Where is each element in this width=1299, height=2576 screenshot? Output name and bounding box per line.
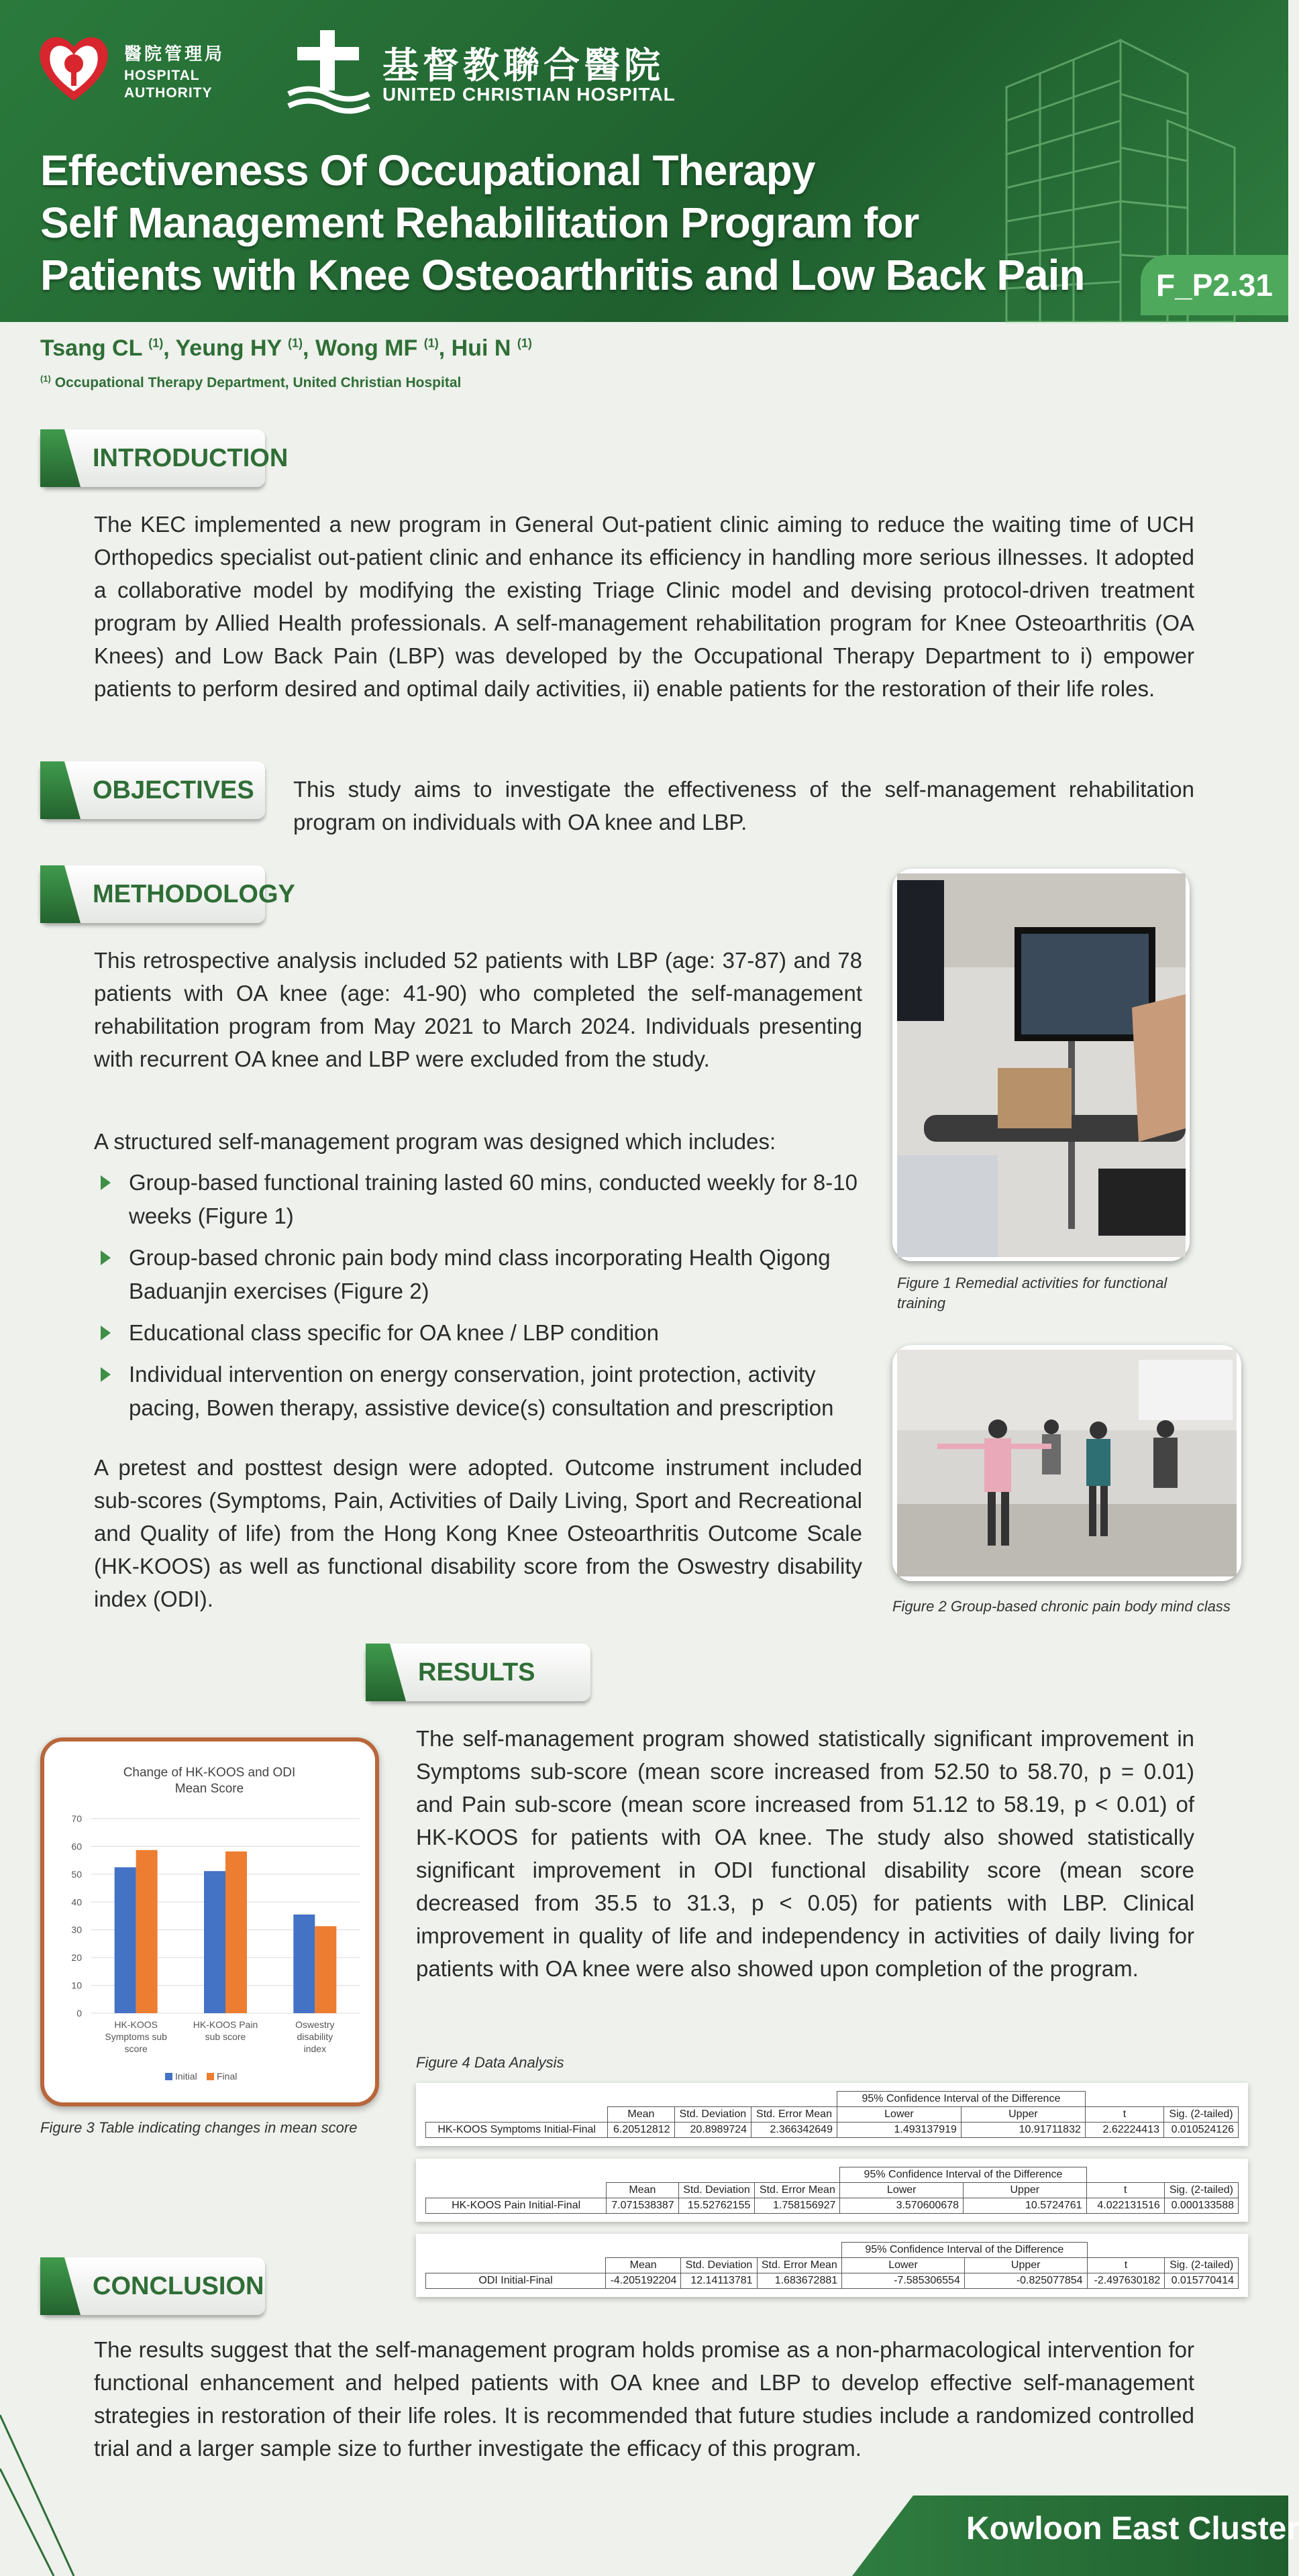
table-cell-upper: -0.825077854 [964, 2273, 1087, 2289]
y-tick-label: 70 [71, 1813, 82, 1824]
ha-name-english [124, 67, 213, 102]
figure-2-caption: Figure 2 Group-based chronic pain body mind class [892, 1598, 1231, 1615]
bar-final [315, 1926, 336, 2013]
x-tick-label: Oswestry disability index [295, 2019, 335, 2054]
table-row [426, 2123, 1239, 2138]
results-heading-text: RESULTS [418, 1658, 535, 1686]
data-table-card [416, 2234, 1248, 2297]
t-test-table [425, 2242, 1239, 2289]
tab-stripe [40, 2257, 81, 2315]
list-item [94, 1316, 862, 1350]
group-exercise-class-image [897, 1350, 1237, 1576]
legend-label-initial: Initial [175, 2071, 197, 2082]
author-3: Wong MF [315, 335, 418, 361]
affiliation-text: Occupational Therapy Department, United Christian Hospital [54, 375, 462, 390]
table-header-sig: Sig. (2-tailed) [1165, 2258, 1239, 2273]
chart-title: Change of HK-KOOS and ODI Mean Score [123, 1766, 296, 1796]
table-header-mean: Mean [608, 2107, 674, 2123]
figure-3-caption: Figure 3 Table indicating changes in mean score [40, 2119, 358, 2136]
table-row [426, 2198, 1239, 2214]
y-tick-label: 60 [71, 1841, 82, 1852]
table-header-mean: Mean [607, 2183, 678, 2198]
table-row [426, 2273, 1239, 2289]
methodology-heading [40, 865, 295, 923]
table-header-se: Std. Error Mean [757, 2258, 842, 2273]
title-line-2: Self Management Rehabilitation Program for [40, 199, 919, 247]
y-tick-label: 20 [71, 1952, 82, 1964]
y-tick-label: 10 [71, 1980, 82, 1991]
table-header-mean: Mean [606, 2258, 681, 2273]
introduction-heading [40, 429, 289, 487]
introduction-text: The KEC implemented a new program in General Out-patient clinic aiming to reduce the waiting time of UCH Orthopedics specialist out-patient clinic and enhance its efficiency in handling more serious illnesses. It adopted a collaborative model by modifying the existing Triage Clinic model and devising protocol-driven treatment program by Allied Health professionals. A self-management rehabilitation program for Knee Osteoarthritis (OA Knees) and Low Back Pain (LBP) was developed by the Occupational Therapy Department to i) empower patients to perform desired and optimal daily activities, ii) enable patients for the restoration of their life roles. [94, 512, 1194, 701]
table-cell-mean: -4.205192204 [606, 2273, 681, 2289]
uch-name-chinese: 基督教聯合醫院 [382, 44, 664, 87]
y-tick-label: 50 [71, 1868, 82, 1880]
figure-2-photo [892, 1345, 1241, 1581]
conclusion-text: The results suggest that the self-management program holds promise as a non-pharmacological intervention for functional enhancement and helped patients with OA knee and LBP to develop effective self-management strategies in restoration of their life roles. It is recommended that future studies include a randomized controlled trial and a larger sample size to further investigate the efficacy of this program. [94, 2337, 1194, 2461]
table-header-t: t [1086, 2183, 1164, 2198]
table-header-sig: Sig. (2-tailed) [1164, 2107, 1239, 2123]
arrow-bullet-icon [101, 1175, 111, 1190]
table-header-sig: Sig. (2-tailed) [1164, 2183, 1238, 2198]
table-header-ci: 95% Confidence Interval of the Difference [840, 2167, 1086, 2183]
table-header-sd: Std. Deviation [681, 2258, 757, 2273]
program-components-list [94, 1166, 862, 1433]
table-cell-upper: 10.5724761 [964, 2198, 1087, 2214]
x-tick-label: HK-KOOS Pain sub score [193, 2019, 258, 2042]
tab-stripe [366, 1644, 406, 1701]
list-item [94, 1241, 862, 1308]
table-cell-lower: 3.570600678 [840, 2198, 964, 2214]
table-cell-se: 1.683672881 [757, 2273, 842, 2289]
table-cell-lower: -7.585306554 [842, 2273, 965, 2289]
objectives-heading-text: OBJECTIVES [93, 776, 254, 804]
table-cell-t: 2.62224413 [1085, 2123, 1163, 2138]
list-item-text: Group-based chronic pain body mind class incorporating Health Qigong Baduanjin exercises (Figure 2) [129, 1245, 831, 1303]
affiliation-marker: (1) [288, 336, 303, 350]
ha-name-chinese: 醫院管理局 [124, 44, 225, 64]
methodology-paragraph-3: A pretest and posttest design were adopted. Outcome instrument included sub-scores (Symptoms, Pain, Activities of Daily Living, Sport and Recreational and Quality of life) from the Hong Kong Knee Osteoarthritis Outcome Scale (HK-KOOS) as well as functional disability score from the Oswestry disability index (ODI). [94, 1455, 862, 1611]
ha-name-line1: HOSPITAL [124, 68, 200, 83]
tab-stripe [40, 429, 81, 487]
introduction-heading-text: INTRODUCTION [93, 444, 289, 472]
affiliation-marker: (1) [517, 336, 532, 350]
table-header-sd: Std. Deviation [674, 2107, 751, 2123]
affiliation-marker: (1) [148, 336, 164, 350]
conclusion-heading-text: CONCLUSION [93, 2272, 264, 2300]
ha-name-line2: AUTHORITY [124, 85, 213, 101]
author-4: Hui N [451, 335, 511, 361]
table-cell-upper: 10.91711832 [961, 2123, 1085, 2138]
table-header-upper: Upper [964, 2183, 1087, 2198]
tab-stripe [40, 761, 81, 819]
table-header-ci: 95% Confidence Interval of the Difference [837, 2092, 1085, 2107]
author-1: Tsang CL [40, 335, 142, 361]
methodology-heading-text: METHODOLOGY [93, 880, 295, 908]
y-tick-label: 40 [71, 1896, 82, 1908]
legend-swatch-initial [165, 2073, 172, 2080]
conclusion-heading [40, 2257, 265, 2315]
author-list: Tsang CL $^{(1)}$, Yeung HY $^{(1)}$, Wong MF $^{(1)}$, Hui N $^{(1)}$ [40, 335, 532, 361]
figure-1-caption: Figure 1 Remedial activities for functional training [897, 1275, 1167, 1311]
y-tick-label: 0 [76, 2008, 82, 2019]
methodology-paragraph-2: A structured self-management program was designed which includes: [94, 1129, 776, 1154]
bar-initial [115, 1868, 136, 2014]
tab-stripe [40, 865, 81, 923]
bar-final [225, 1851, 247, 2013]
list-item [94, 1166, 862, 1233]
title-line-1: Effectiveness Of Occupational Therapy [40, 146, 815, 195]
table-cell-se: 1.758156927 [755, 2198, 840, 2214]
table-row-label: HK-KOOS Symptoms Initial-Final [426, 2123, 608, 2138]
arrow-bullet-icon [101, 1367, 111, 1382]
uch-name-english: UNITED CHRISTIAN HOSPITAL [382, 84, 676, 105]
legend-label-final: Final [217, 2071, 238, 2082]
list-item-text: Individual intervention on energy conservation, joint protection, activity pacing, Bowen therapy, assistive device(s) consultation and prescription [129, 1362, 834, 1420]
results-text: The self-management program showed statistically significant improvement in Symptoms sub-score (mean score increased from 52.50 to 58.70, p = 0.01) and Pain sub-score (mean score increased from 51.12 to 58.19, p < 0.01) of HK-KOOS for patients with OA knee. The study also showed statistically significant improvement in ODI functional disability score (mean score decreased from 35.5 to 31.3, p < 0.05) for patients with LBP. Clinical improvement in quality of life and independency in activities of daily living for patients with OA knee were also showed upon completion of the program. [416, 1726, 1194, 1981]
table-cell-sd: 15.52762155 [678, 2198, 755, 2214]
table-header-ci: 95% Confidence Interval of the Difference [842, 2243, 1087, 2258]
table-cell-sd: 12.14113781 [681, 2273, 757, 2289]
author-2: Yeung HY [175, 335, 282, 361]
table-header-se: Std. Error Mean [751, 2107, 837, 2123]
legend-swatch-final [207, 2073, 214, 2080]
table-cell-sig: 0.000133588 [1164, 2198, 1238, 2214]
t-test-table [425, 2091, 1239, 2138]
poster-header [0, 0, 1288, 322]
bar-initial [204, 1871, 225, 2013]
table-cell-lower: 1.493137919 [837, 2123, 961, 2138]
poster-title [40, 144, 1087, 301]
cluster-name: Kowloon East Cluster [966, 2511, 1299, 2546]
title-line-3: Patients with Knee Osteoarthritis and Low Back Pain [40, 251, 1085, 299]
bar-final [136, 1850, 158, 2013]
figure-1-photo [892, 869, 1190, 1261]
objectives-heading [40, 761, 265, 819]
table-header-sd: Std. Deviation [678, 2183, 755, 2198]
table-cell-sig: 0.010524126 [1164, 2123, 1239, 2138]
table-cell-sd: 20.8989724 [674, 2123, 751, 2138]
arrow-bullet-icon [101, 1250, 111, 1265]
affiliation-marker: (1) [40, 374, 51, 384]
objectives-text: This study aims to investigate the effectiveness of the self-management rehabilitation program on individuals with OA knee and LBP. [293, 777, 1194, 835]
poster-code-badge: F_P2.31 [1141, 255, 1288, 315]
table-header-upper: Upper [961, 2107, 1085, 2123]
figure-4-caption: Figure 4 Data Analysis [416, 2054, 564, 2071]
table-header-lower: Lower [837, 2107, 961, 2123]
table-header-se: Std. Error Mean [755, 2183, 840, 2198]
table-cell-mean: 6.20512812 [608, 2123, 674, 2138]
y-tick-label: 30 [71, 1924, 82, 1935]
list-item [94, 1358, 862, 1425]
table-cell-sig: 0.015770414 [1165, 2273, 1239, 2289]
data-table-card [416, 2083, 1248, 2146]
uch-cross-logo [285, 27, 372, 114]
table-header-upper: Upper [964, 2258, 1087, 2273]
arrow-bullet-icon [101, 1326, 111, 1340]
affiliation [40, 374, 461, 391]
methodology-paragraph-1: This retrospective analysis included 52 patients with LBP (age: 37-87) and 78 patients with OA knee (age: 41-90) who completed the self-management rehabilitation program from May 2021 to March 2024. Individuals presenting with recurrent OA knee and LBP were excluded from the study. [94, 948, 862, 1071]
t-test-table [425, 2167, 1239, 2214]
table-cell-t: 4.022131516 [1086, 2198, 1164, 2214]
affiliation-marker: (1) [423, 336, 439, 350]
hospital-authority-logo [32, 27, 116, 107]
remedial-activities-image [897, 873, 1186, 1257]
list-item-text: Group-based functional training lasted 60 mins, conducted weekly for 8-10 weeks (Figure 1) [129, 1170, 858, 1228]
table-row-label: HK-KOOS Pain Initial-Final [426, 2198, 607, 2214]
x-tick-label: HK-KOOS Symptoms sub score [105, 2019, 167, 2054]
table-header-lower: Lower [840, 2183, 964, 2198]
table-header-t: t [1085, 2107, 1163, 2123]
table-cell-se: 2.366342649 [751, 2123, 837, 2138]
table-cell-t: -2.497630182 [1087, 2273, 1165, 2289]
table-header-lower: Lower [842, 2258, 965, 2273]
mean-score-bar-chart [44, 1741, 375, 2102]
bar-initial [293, 1915, 315, 2013]
data-table-card [416, 2159, 1248, 2222]
table-cell-mean: 7.071538387 [607, 2198, 678, 2214]
results-heading [366, 1644, 590, 1701]
corner-decoration [0, 2388, 74, 2576]
figure-3-chart-card [40, 1737, 379, 2106]
table-header-t: t [1087, 2258, 1165, 2273]
list-item-text: Educational class specific for OA knee / LBP condition [129, 1320, 660, 1345]
table-row-label: ODI Initial-Final [426, 2273, 606, 2289]
